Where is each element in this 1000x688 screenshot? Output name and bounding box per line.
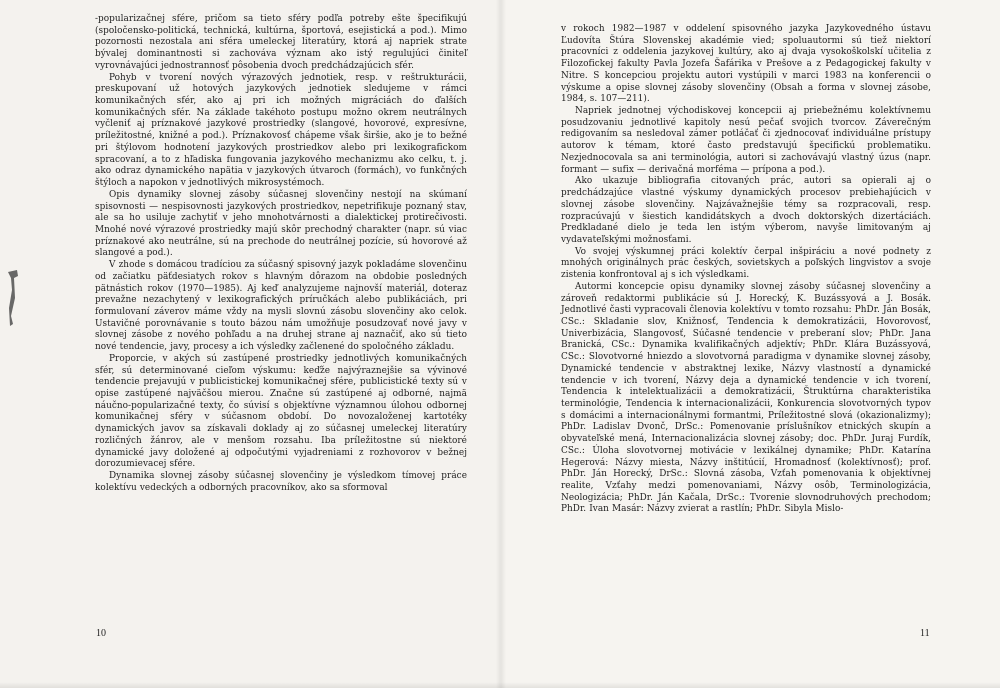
paragraph: Pohyb v tvorení nových výrazových jednotiek, resp. v reštrukturácii, preskupovaní už hotových jazykových jednotiek sledujeme v rámci komunikačných sfér, ako aj pri ich možných migráciách do ďalších komunikačných sfér. Na základe takéhoto postupu možno okrem neutrálnych vyčleniť aj príznakové jazykové prostriedky (slangové, hovorové, expresívne, príležitostné, knižné a pod.). Príznakovosť chápeme však širšie, ako je to bežné pri štýlovom hodnotení jazykových prostriedkov alebo pri lexikografickom spracovaní, a to z hľadiska fungovania jazykového mechanizmu ako celku, t. j. ako odraz dynamického napätia v jazykových útvaroch (formách), vo funkčných štýloch a napokon v jednotlivých mikrosystémoch. [95, 72, 467, 189]
page-shadow [0, 682, 500, 688]
left-page-body [95, 14, 467, 494]
paragraph: v rokoch 1982—1987 v oddelení spisovného jazyka Jazykovedného ústavu Ľudovíta Štúra Slovenskej akadémie vied; spoluautormi sú tiež niektorí pracovníci z oddelenia jazykovej kultúry, ako aj dvaja vysokoškolskí učitelia z Filozofickej fakulty Pavla Jozefa Šafárika v Prešove a z Pedagogickej fakulty v Nitre. S koncepciou projektu autori vystúpili v marci 1983 na konferencii o výskume a opise slovnej zásoby slovenčiny (Obsah a forma v slovnej zásobe, 1984, s. 107—211). [561, 24, 931, 105]
scan-artifact [6, 268, 20, 328]
paragraph: Napriek jednotnej východiskovej koncepcii aj priebežnému kolektívnemu posudzovaniu jednotlivé kapitoly nesú pečať svojich tvorcov. Záverečným redigovaním sa nesledoval zámer potláčať či zjednocovať individuálne prístupy autorov k témam, ktoré často predstavujú špecifickú problematiku. Nezjednocovala sa ani terminológia, autori si zachovávajú vlastný úzus (napr. formant — sufix — derivačná morféma — prípona a pod.). [561, 106, 931, 175]
page-shadow [500, 682, 1000, 688]
paragraph: Vo svojej výskumnej práci kolektív čerpal inšpiráciu a nové podnety z mnohých originálnych prác českých, sovietskych a poľských lingvistov a svoje zistenia konfrontoval aj s ich výsledkami. [561, 246, 931, 281]
paragraph: -popularizačnej sfére, pričom sa tieto sféry podľa potreby ešte špecifikujú (spoločensko-politická, technická, kultúrna, športová, esejistická a pod.). Mimo pozornosti nezostala ani sféra umeleckej literatúry, ktorá aj napriek strate bývalej dominantnosti si zachováva význam ako istý regulujúci činiteľ vyrovnávajúci jednostrannosť pôsobenia dvoch predchádzajúcich sfér. [95, 14, 467, 71]
paragraph: Dynamika slovnej zásoby súčasnej slovenčiny je výsledkom tímovej práce kolektívu vedeckých a odborných pracovníkov, ako sa sformoval [95, 471, 467, 493]
paragraph: Opis dynamiky slovnej zásoby súčasnej slovenčiny nestojí na skúmaní spisovnosti — nespisovnosti jazykových prostriedkov, nepetrifikuje poznaný stav, ale sa ho usiluje zachytiť v jeho mnohotvárnosti a dialektickej protirečivosti. Mnohé nové výrazové prostriedky majú skôr prechodný charakter (napr. sú viac príznakové ako neutrálne, sú na prechode do neutrálnej pozície, sú hovorové až slangové a pod.). [95, 189, 467, 259]
paragraph: V zhode s domácou tradíciou za súčasný spisovný jazyk pokladáme slovenčinu od začiatku päťdesiatych rokov s hlavným dôrazom na obdobie posledných pätnástich rokov (1970—1985). Aj keď analyzujeme najnovší materiál, doteraz prevažne nezachytený v lexikografických príručkách alebo publikáciách, pri formulovaní záverov máme vždy na mysli slovnú zásobu slovenčiny ako celok. Ustavičné porovnávanie s touto bázou nám umožňuje posudzovať nové javy v slovnej zásobe z nového pohľadu a na druhej strane aj naznačiť, ako sú tieto nové tendencie, javy, procesy a ich výsledky začlenené do spoločného základu. [95, 260, 467, 353]
right-page-body [561, 24, 931, 516]
page-number-right: 11 [920, 628, 930, 639]
paragraph: Proporcie, v akých sú zastúpené prostriedky jednotlivých komunikačných sfér, sú determinované cieľom výskumu: keďže najvýraznejšie sa vývinové tendencie prejavujú v publicistickej komunikačnej sfére, publicistické texty sú v opise zastúpené najväčšou mierou. Značne sú zastúpené aj odborné, najmä náučno-popularizačné texty, čo súvisí s objektívne významnou úlohou odbornej komunikačnej sféry v súčasnom období. Do novozaloženej kartotéky dynamických javov sa získavali doklady aj zo súčasnej umeleckej literatúry rozličných žánrov, ale v menšom rozsahu. Iba príležitostne sú niektoré dynamické javy doložené aj odpočutými vyjadreniami z rozhovorov v bežnej dorozumievacej sfére. [95, 353, 467, 470]
right-page [500, 0, 1000, 688]
paragraph: Ako ukazuje bibliografia citovaných prác, autori sa opierali aj o predchádzajúce vlastné výskumy dynamických procesov prebiehajúcich v slovnej zásobe slovenčiny. Najzávažnejšie témy sa rozpracovali, resp. rozpracúvajú v šiestich kandidátskych a dvoch doktorských dizertáciách. Predkladané dielo je teda len istým výberom, navyše limitovaným aj vydavateľskými možnosťami. [561, 176, 931, 245]
page-number-left: 10 [96, 628, 106, 639]
book-gutter [496, 0, 506, 688]
paragraph: Autormi koncepcie opisu dynamiky slovnej zásoby súčasnej slovenčiny a zároveň redaktormi publikácie sú J. Horecký, K. Buzássyová a J. Bosák. Jednotlivé časti vypracovali členovia kolektívu v tomto rozsahu: PhDr. Ján Bosák, CSc.: Skladanie slov, Knižnosť, Tendencia k demokratizácii, Hovorovosť, Univerbizácia, Slangovosť, Súčasné tendencie v preberaní slov; PhDr. Jana Branická, CSc.: Dynamika kvalifikačných adjektív; PhDr. Klára Buzássyová, CSc.: Slovotvorné hniezdo a slovotvorná paradigma v dynamike slovnej zásoby, Dynamické tendencie v abstraktnej lexike, Názvy vlastností a dynamické tendencie v ich tvorení, Názvy deja a dynamické tendencie v ich tvorení, Tendencia k intelektualizácii a demokratizácii, Štruktúrna charakteristika terminológie, Tendencia k internacionalizácii, Konkurencia slovotvorných typov s domácimi a internacionálnymi formantmi, Príležitostné slová (okazionalizmy); PhDr. Ladislav Dvonč, DrSc.: Pomenovanie príslušníkov etnických skupín a obyvateľské mená, Internacionalizácia slovnej zásoby; doc. PhDr. Juraj Furdík, CSc.: Úloha slovotvornej motivácie v lexikálnej dynamike; PhDr. Katarína Hegerová: Názvy miesta, Názvy inštitúcií, Hromadnosť (kolektívnosť); prof. PhDr. Ján Horecký, DrSc.: Slovná zásoba, Vzťah pomenovania k objektívnej realite, Vzťahy medzi pomenovaniami, Názvy osôb, Terminologizácia, Neologizácia; PhDr. Ján Kačala, DrSc.: Tvorenie slovnodruhových prechodom; PhDr. Ivan Masár: Názvy zvierat a rastlín; PhDr. Sibyla Mislo- [561, 281, 931, 515]
